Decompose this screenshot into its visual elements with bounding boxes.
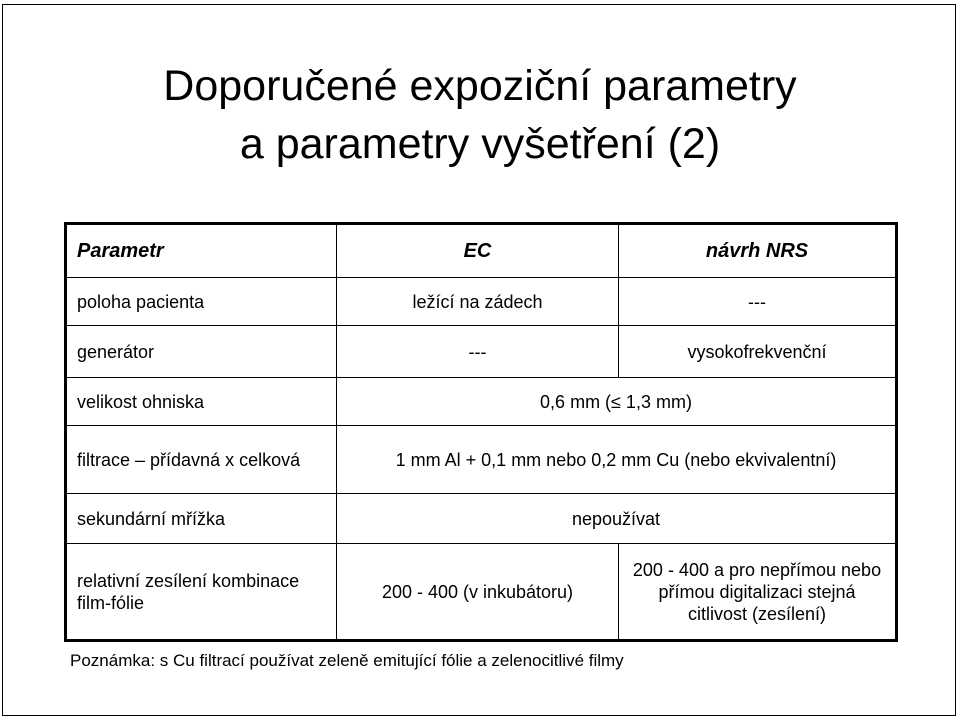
row-ec-generator: ---	[337, 325, 619, 377]
footnote: Poznámka: s Cu filtrací používat zeleně emitující fólie a zelenocitlivé filmy	[70, 651, 624, 670]
header-nrs: návrh NRS	[705, 240, 809, 262]
row-value-mrizka: nepoužívat	[337, 493, 895, 543]
title-line-1: Doporučené expoziční parametry	[163, 61, 797, 110]
row-value-ohnisko: 0,6 mm (≤ 1,3 mm)	[337, 377, 895, 425]
row-label-ohnisko: velikost ohniska	[67, 377, 337, 425]
parameters-table	[64, 222, 898, 642]
page-title	[0, 57, 960, 173]
row-label-filtrace: filtrace – přídavná x celková	[67, 425, 337, 493]
row-nrs-poloha: ---	[619, 277, 895, 325]
row-nrs-zesileni: 200 - 400 a pro nepřímou nebo přímou digitalizaci stejná citlivost (zesílení)	[619, 543, 895, 639]
row-label-poloha: poloha pacienta	[67, 277, 337, 325]
row-value-filtrace: 1 mm Al + 0,1 mm nebo 0,2 mm Cu (nebo ekvivalentní)	[337, 425, 895, 493]
header-ec: EC	[337, 225, 619, 277]
row-nrs-generator: vysokofrekvenční	[619, 325, 895, 377]
row-label-mrizka: sekundární mřížka	[67, 493, 337, 543]
title-line-2: a parametry vyšetření (2)	[239, 119, 721, 168]
row-label-generator: generátor	[67, 325, 337, 377]
row-ec-zesileni: 200 - 400 (v inkubátoru)	[337, 543, 619, 639]
row-label-zesileni: relativní zesílení kombinace film-fólie	[67, 543, 337, 639]
header-parametr: Parametr	[67, 225, 337, 277]
row-ec-poloha: ležící na zádech	[337, 277, 619, 325]
